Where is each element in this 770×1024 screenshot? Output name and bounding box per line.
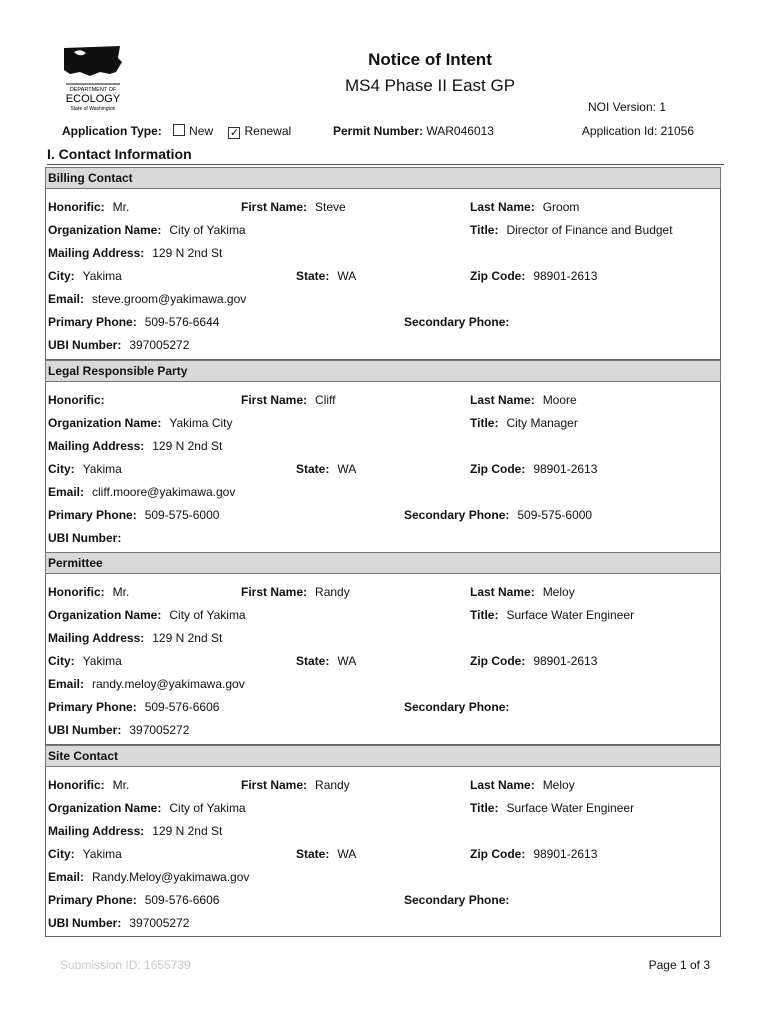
ubi-number-field	[48, 338, 189, 352]
last-name-field-value: Moore	[542, 393, 577, 407]
title-field	[470, 416, 578, 430]
organization-field-value: City of Yakima	[169, 608, 246, 622]
zip-code-field	[470, 654, 597, 668]
secondary-phone-field-label: Secondary Phone:	[404, 315, 510, 329]
organization-field-value: City of Yakima	[169, 801, 246, 815]
honorific-field	[48, 200, 129, 214]
svg-text:DEPARTMENT OF: DEPARTMENT OF	[69, 87, 117, 93]
contact-panel	[45, 189, 721, 360]
first-name-field-value: Randy	[315, 585, 350, 599]
secondary-phone-field	[404, 893, 517, 907]
svg-text:State of Washington: State of Washington	[70, 106, 116, 112]
last-name-field-label: Last Name:	[470, 200, 535, 214]
zip-code-field	[470, 462, 597, 476]
document-title: Notice of Intent	[368, 50, 492, 69]
primary-phone-field-value: 509-576-6606	[144, 700, 220, 714]
organization-field-label: Organization Name:	[48, 416, 162, 430]
section-title: I. Contact Information	[47, 146, 192, 162]
zip-code-field	[470, 269, 597, 283]
state-field-value: WA	[337, 847, 357, 861]
ubi-number-field	[48, 916, 189, 930]
contact-heading: Permittee	[45, 552, 721, 574]
city-field-value: Yakima	[82, 269, 122, 283]
zip-code-field-value: 98901-2613	[533, 462, 598, 476]
honorific-field-label: Honorific:	[48, 200, 105, 214]
honorific-field-label: Honorific:	[48, 778, 105, 792]
email-field	[48, 485, 235, 499]
honorific-field	[48, 585, 129, 599]
honorific-field-label: Honorific:	[48, 585, 105, 599]
ubi-number-field-value: 397005272	[129, 916, 190, 930]
mailing-address-field-label: Mailing Address:	[48, 439, 145, 453]
mailing-address-field-value: 129 N 2nd St	[152, 439, 223, 453]
last-name-field-label: Last Name:	[470, 778, 535, 792]
last-name-field-value: Meloy	[542, 585, 575, 599]
organization-field-label: Organization Name:	[48, 608, 162, 622]
state-field	[296, 462, 356, 476]
city-field	[48, 654, 122, 668]
city-field	[48, 847, 122, 861]
organization-field	[48, 223, 246, 237]
state-field	[296, 654, 356, 668]
first-name-field-label: First Name:	[241, 393, 308, 407]
email-field-label: Email:	[48, 485, 85, 499]
secondary-phone-field-value: 509-575-6000	[517, 508, 593, 522]
first-name-field-label: First Name:	[241, 585, 308, 599]
ubi-number-field-label: UBI Number:	[48, 723, 122, 737]
city-field-label: City:	[48, 269, 75, 283]
primary-phone-field-label: Primary Phone:	[48, 315, 137, 329]
email-field-label: Email:	[48, 292, 85, 306]
last-name-field-value: Groom	[542, 200, 580, 214]
title-field	[470, 223, 673, 237]
primary-phone-field-value: 509-575-6000	[144, 508, 220, 522]
organization-field-value: Yakima City	[169, 416, 233, 430]
honorific-field	[48, 778, 129, 792]
secondary-phone-field	[404, 508, 592, 522]
email-field-value: cliff.moore@yakimawa.gov	[92, 485, 236, 499]
state-field-label: State:	[296, 847, 330, 861]
title-field-label: Title:	[470, 608, 499, 622]
last-name-field-label: Last Name:	[470, 585, 535, 599]
state-field-value: WA	[337, 654, 357, 668]
city-field-value: Yakima	[82, 462, 122, 476]
state-field-label: State:	[296, 269, 330, 283]
last-name-field	[470, 585, 575, 599]
last-name-field	[470, 200, 579, 214]
last-name-field	[470, 778, 575, 792]
new-checkbox[interactable]	[173, 124, 185, 136]
email-field-value: Randy.Meloy@yakimawa.gov	[92, 870, 250, 884]
primary-phone-field-label: Primary Phone:	[48, 893, 137, 907]
honorific-field-label: Honorific:	[48, 393, 105, 407]
city-field-label: City:	[48, 462, 75, 476]
primary-phone-field	[48, 315, 219, 329]
last-name-field-label: Last Name:	[470, 393, 535, 407]
secondary-phone-field	[404, 700, 517, 714]
city-field-label: City:	[48, 654, 75, 668]
application-id: Application Id: 21056	[581, 124, 694, 138]
secondary-phone-field-label: Secondary Phone:	[404, 893, 510, 907]
contact-panel	[45, 382, 721, 553]
svg-text:ECOLOGY: ECOLOGY	[65, 93, 121, 105]
organization-field	[48, 608, 246, 622]
ubi-number-field	[48, 531, 129, 545]
city-field	[48, 462, 122, 476]
section-divider	[47, 164, 724, 165]
application-type-label: Application Type:	[62, 124, 162, 138]
contact-panel	[45, 767, 721, 937]
zip-code-field	[470, 847, 597, 861]
zip-code-field-label: Zip Code:	[470, 654, 526, 668]
ubi-number-field-value: 397005272	[129, 338, 190, 352]
state-field	[296, 847, 356, 861]
email-field	[48, 292, 246, 306]
renewal-option-label: Renewal	[244, 124, 292, 138]
primary-phone-field-value: 509-576-6644	[144, 315, 220, 329]
mailing-address-field-value: 129 N 2nd St	[152, 824, 223, 838]
noi-version: NOI Version: 1	[587, 100, 666, 114]
mailing-address-field-label: Mailing Address:	[48, 631, 145, 645]
zip-code-field-label: Zip Code:	[470, 847, 526, 861]
contact-panel	[45, 574, 721, 745]
title-field-value: Director of Finance and Budget	[506, 223, 673, 237]
first-name-field	[241, 200, 346, 214]
application-type	[62, 124, 291, 139]
first-name-field	[241, 778, 350, 792]
state-field-label: State:	[296, 462, 330, 476]
contact-heading: Site Contact	[45, 745, 721, 767]
zip-code-field-value: 98901-2613	[533, 654, 598, 668]
permit-number-label: Permit Number:	[333, 124, 424, 138]
mailing-address-field	[48, 631, 222, 645]
email-field-value: steve.groom@yakimawa.gov	[92, 292, 247, 306]
first-name-field-label: First Name:	[241, 778, 308, 792]
title-field	[470, 608, 634, 622]
zip-code-field-label: Zip Code:	[470, 462, 526, 476]
page-number: Page 1 of 3	[648, 958, 710, 972]
permit-number	[333, 124, 494, 138]
primary-phone-field-label: Primary Phone:	[48, 700, 137, 714]
honorific-field-value: Mr.	[112, 585, 130, 599]
state-field-label: State:	[296, 654, 330, 668]
organization-field	[48, 416, 232, 430]
primary-phone-field-label: Primary Phone:	[48, 508, 137, 522]
first-name-field	[241, 585, 350, 599]
contact-heading: Billing Contact	[45, 167, 721, 189]
email-field-label: Email:	[48, 870, 85, 884]
mailing-address-field-label: Mailing Address:	[48, 824, 145, 838]
email-field	[48, 677, 245, 691]
state-field	[296, 269, 356, 283]
document-subtitle: MS4 Phase II East GP	[344, 76, 516, 95]
first-name-field-label: First Name:	[241, 200, 308, 214]
honorific-field-value: Mr.	[112, 778, 130, 792]
title-field-value: Surface Water Engineer	[506, 608, 635, 622]
secondary-phone-field-label: Secondary Phone:	[404, 508, 510, 522]
secondary-phone-field	[404, 315, 517, 329]
primary-phone-field	[48, 508, 219, 522]
email-field-label: Email:	[48, 677, 85, 691]
city-field-label: City:	[48, 847, 75, 861]
primary-phone-field	[48, 893, 219, 907]
city-field	[48, 269, 122, 283]
primary-phone-field-value: 509-576-6606	[144, 893, 220, 907]
organization-field-label: Organization Name:	[48, 801, 162, 815]
last-name-field	[470, 393, 577, 407]
title-field-label: Title:	[470, 801, 499, 815]
organization-field-value: City of Yakima	[169, 223, 246, 237]
title-field	[470, 801, 634, 815]
honorific-field-value: Mr.	[112, 200, 130, 214]
title-field-value: Surface Water Engineer	[506, 801, 635, 815]
ubi-number-field-label: UBI Number:	[48, 531, 122, 545]
state-field-value: WA	[337, 462, 357, 476]
ubi-number-field-label: UBI Number:	[48, 338, 122, 352]
zip-code-field-value: 98901-2613	[533, 847, 598, 861]
zip-code-field-value: 98901-2613	[533, 269, 598, 283]
mailing-address-field-label: Mailing Address:	[48, 246, 145, 260]
first-name-field	[241, 393, 335, 407]
title-field-value: City Manager	[506, 416, 578, 430]
email-field-value: randy.meloy@yakimawa.gov	[92, 677, 245, 691]
state-field-value: WA	[337, 269, 357, 283]
ubi-number-field-label: UBI Number:	[48, 916, 122, 930]
permit-number-value: WAR046013	[426, 124, 494, 138]
ubi-number-field	[48, 723, 189, 737]
secondary-phone-field-label: Secondary Phone:	[404, 700, 510, 714]
title-field-label: Title:	[470, 223, 499, 237]
contact-heading: Legal Responsible Party	[45, 360, 721, 382]
submission-id: Submission ID: 1655739	[60, 958, 191, 972]
city-field-value: Yakima	[82, 654, 122, 668]
mailing-address-field-value: 129 N 2nd St	[152, 246, 223, 260]
first-name-field-value: Cliff	[315, 393, 336, 407]
new-option-label: New	[189, 124, 214, 138]
organization-field	[48, 801, 246, 815]
primary-phone-field	[48, 700, 219, 714]
zip-code-field-label: Zip Code:	[470, 269, 526, 283]
mailing-address-field	[48, 246, 222, 260]
title-field-label: Title:	[470, 416, 499, 430]
honorific-field	[48, 393, 113, 407]
renewal-checkbox[interactable]: ✓	[229, 127, 240, 139]
city-field-value: Yakima	[82, 847, 122, 861]
last-name-field-value: Meloy	[542, 778, 575, 792]
mailing-address-field-value: 129 N 2nd St	[152, 631, 223, 645]
ubi-number-field-value: 397005272	[129, 723, 190, 737]
mailing-address-field	[48, 824, 222, 838]
first-name-field-value: Steve	[315, 200, 346, 214]
organization-field-label: Organization Name:	[48, 223, 162, 237]
mailing-address-field	[48, 439, 222, 453]
first-name-field-value: Randy	[315, 778, 350, 792]
email-field	[48, 870, 249, 884]
